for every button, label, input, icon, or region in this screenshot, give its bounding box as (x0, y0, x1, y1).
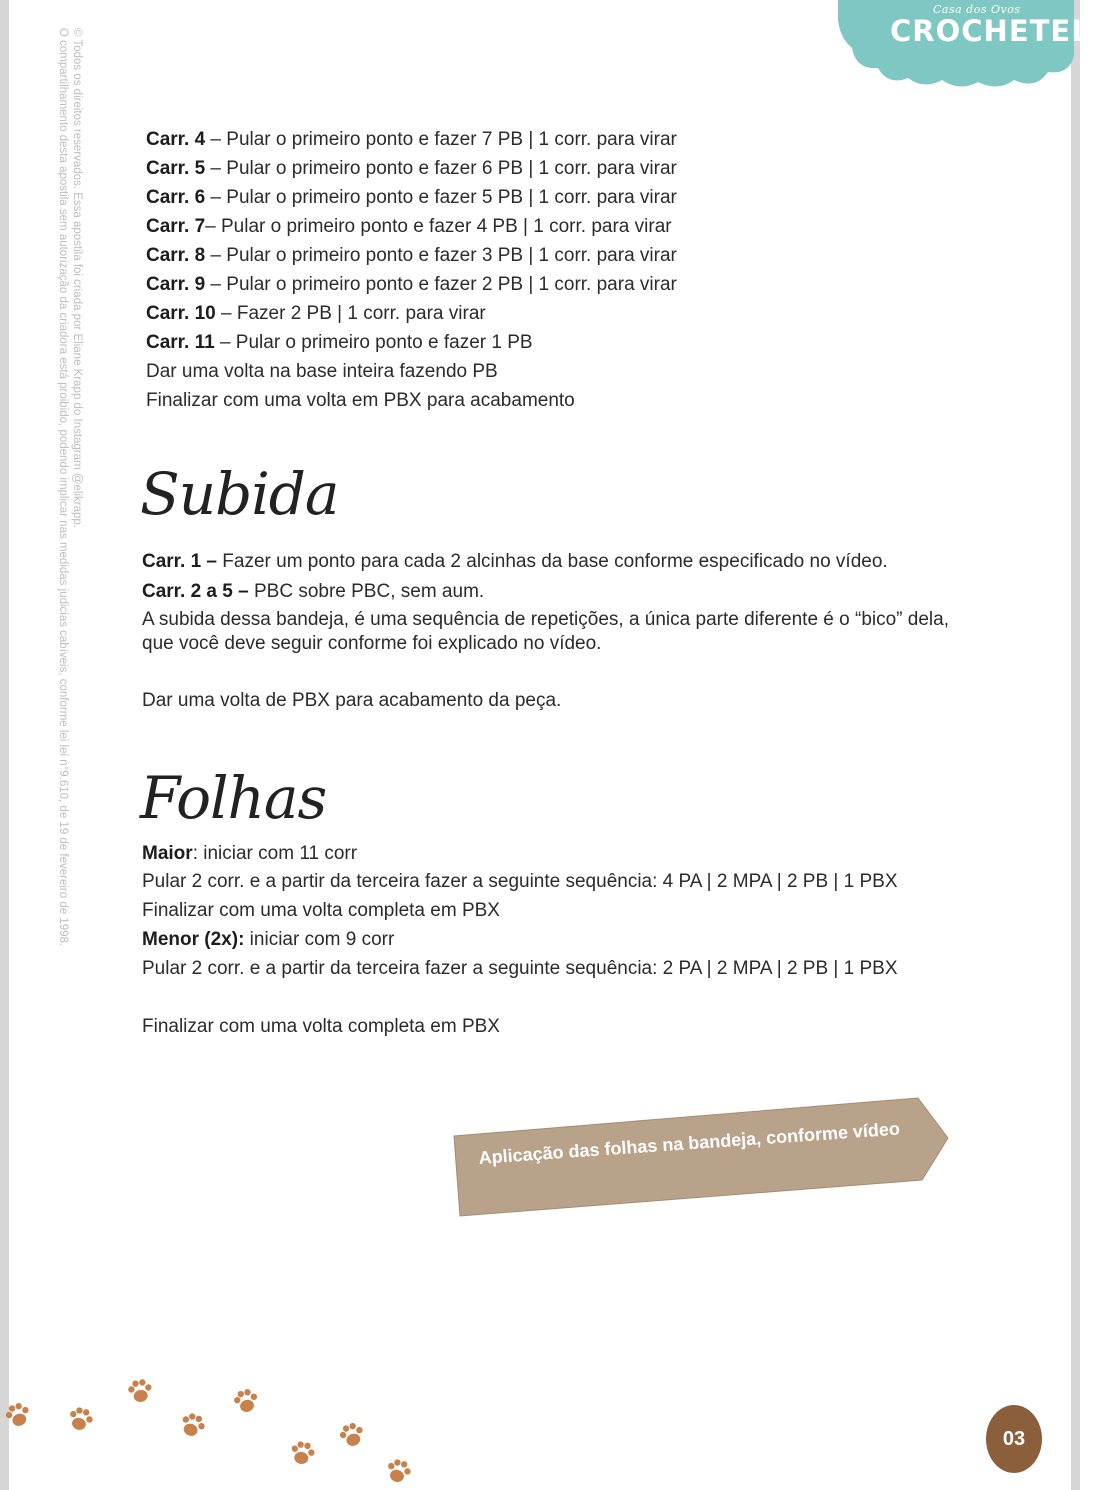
brand-name: CROCHETELÍ (890, 14, 1103, 48)
folhas-final: Finalizar com uma volta completa em PBX (142, 1016, 500, 1037)
heading-subida: Subida (140, 460, 339, 528)
folhas-menor-seq: Pular 2 corr. e a partir da terceira fazer a seguinte sequência: 2 PA | 2 MPA | 2 PB | 1 PBX (142, 958, 898, 979)
row-carr-5: Carr. 5 – Pular o primeiro ponto e fazer 6 PB | 1 corr. para virar (146, 158, 677, 179)
row-carr-6: Carr. 6 – Pular o primeiro ponto e fazer 5 PB | 1 corr. para virar (146, 187, 677, 208)
folhas-maior-seq: Pular 2 corr. e a partir da terceira fazer a seguinte sequência: 4 PA | 2 MPA | 2 PB | 1 PBX (142, 871, 898, 892)
row-carr-7: Carr. 7– Pular o primeiro ponto e fazer 4 PB | 1 corr. para virar (146, 216, 672, 237)
page-edge-right (1071, 0, 1080, 1490)
paw-icon (385, 1457, 413, 1485)
heading-folhas: Folhas (140, 764, 327, 832)
copyright-notice (50, 28, 90, 1148)
paw-icon (232, 1387, 260, 1414)
folhas-maior: Maior: iniciar com 11 corr (142, 843, 358, 864)
page-edge-left (0, 0, 9, 1490)
paw-icon (178, 1411, 208, 1440)
row-carr-10: Carr. 10 – Fazer 2 PB | 1 corr. para virar (146, 303, 486, 324)
subida-paragraph-2: que você deve seguir conforme foi explicado no vídeo. (142, 633, 602, 654)
copyright-line-1: © Todos os direitos reservados. Essa apostila foi criada por Eliane Krapp do Instagram @elikrapp. (71, 28, 83, 528)
base-extra-2: Finalizar com uma volta em PBX para acabamento (146, 390, 575, 411)
subida-final: Dar uma volta de PBX para acabamento da peça. (142, 690, 562, 711)
paw-icon (337, 1420, 367, 1449)
row-carr-11: Carr. 11 – Pular o primeiro ponto e fazer 1 PB (146, 332, 533, 353)
folhas-maior-final: Finalizar com uma volta completa em PBX (142, 900, 500, 921)
copyright-line-2: O compartilhamento desta apostila sem autorização da criadora está proibido, podendo implicar nas medidas judicias cabíveis, conforme lei lei n°9.610, de 19 de fevereiro de 1998. (57, 28, 69, 947)
video-banner-text: Aplicação das folhas na bandeja, conforme vídeo (478, 1118, 901, 1168)
row-carr-4: Carr. 4 – Pular o primeiro ponto e fazer 7 PB | 1 corr. para virar (146, 129, 677, 150)
paw-icon (289, 1440, 316, 1466)
paw-icon (3, 1400, 33, 1429)
row-carr-9: Carr. 9 – Pular o primeiro ponto e fazer 2 PB | 1 corr. para virar (146, 274, 677, 295)
subida-paragraph-1: A subida dessa bandeja, é uma sequência de repetições, a única parte diferente é o “bico” dela, (142, 609, 949, 630)
folhas-menor: Menor (2x): iniciar com 9 corr (142, 929, 395, 950)
subida-row-1: Carr. 1 – Fazer um ponto para cada 2 alcinhas da base conforme especificado no vídeo. (142, 551, 888, 572)
paw-icon (127, 1378, 154, 1404)
subida-row-2: Carr. 2 a 5 – PBC sobre PBC, sem aum. (142, 581, 485, 602)
row-carr-8: Carr. 8 – Pular o primeiro ponto e fazer 3 PB | 1 corr. para virar (146, 245, 677, 266)
page-number: 03 (986, 1405, 1042, 1473)
base-extra-1: Dar uma volta na base inteira fazendo PB (146, 361, 498, 382)
paw-prints (0, 1370, 430, 1485)
brand-subtitle: Casa dos Ovos (933, 3, 1021, 16)
brand-logo (838, 0, 1103, 92)
paw-icon (67, 1405, 95, 1433)
